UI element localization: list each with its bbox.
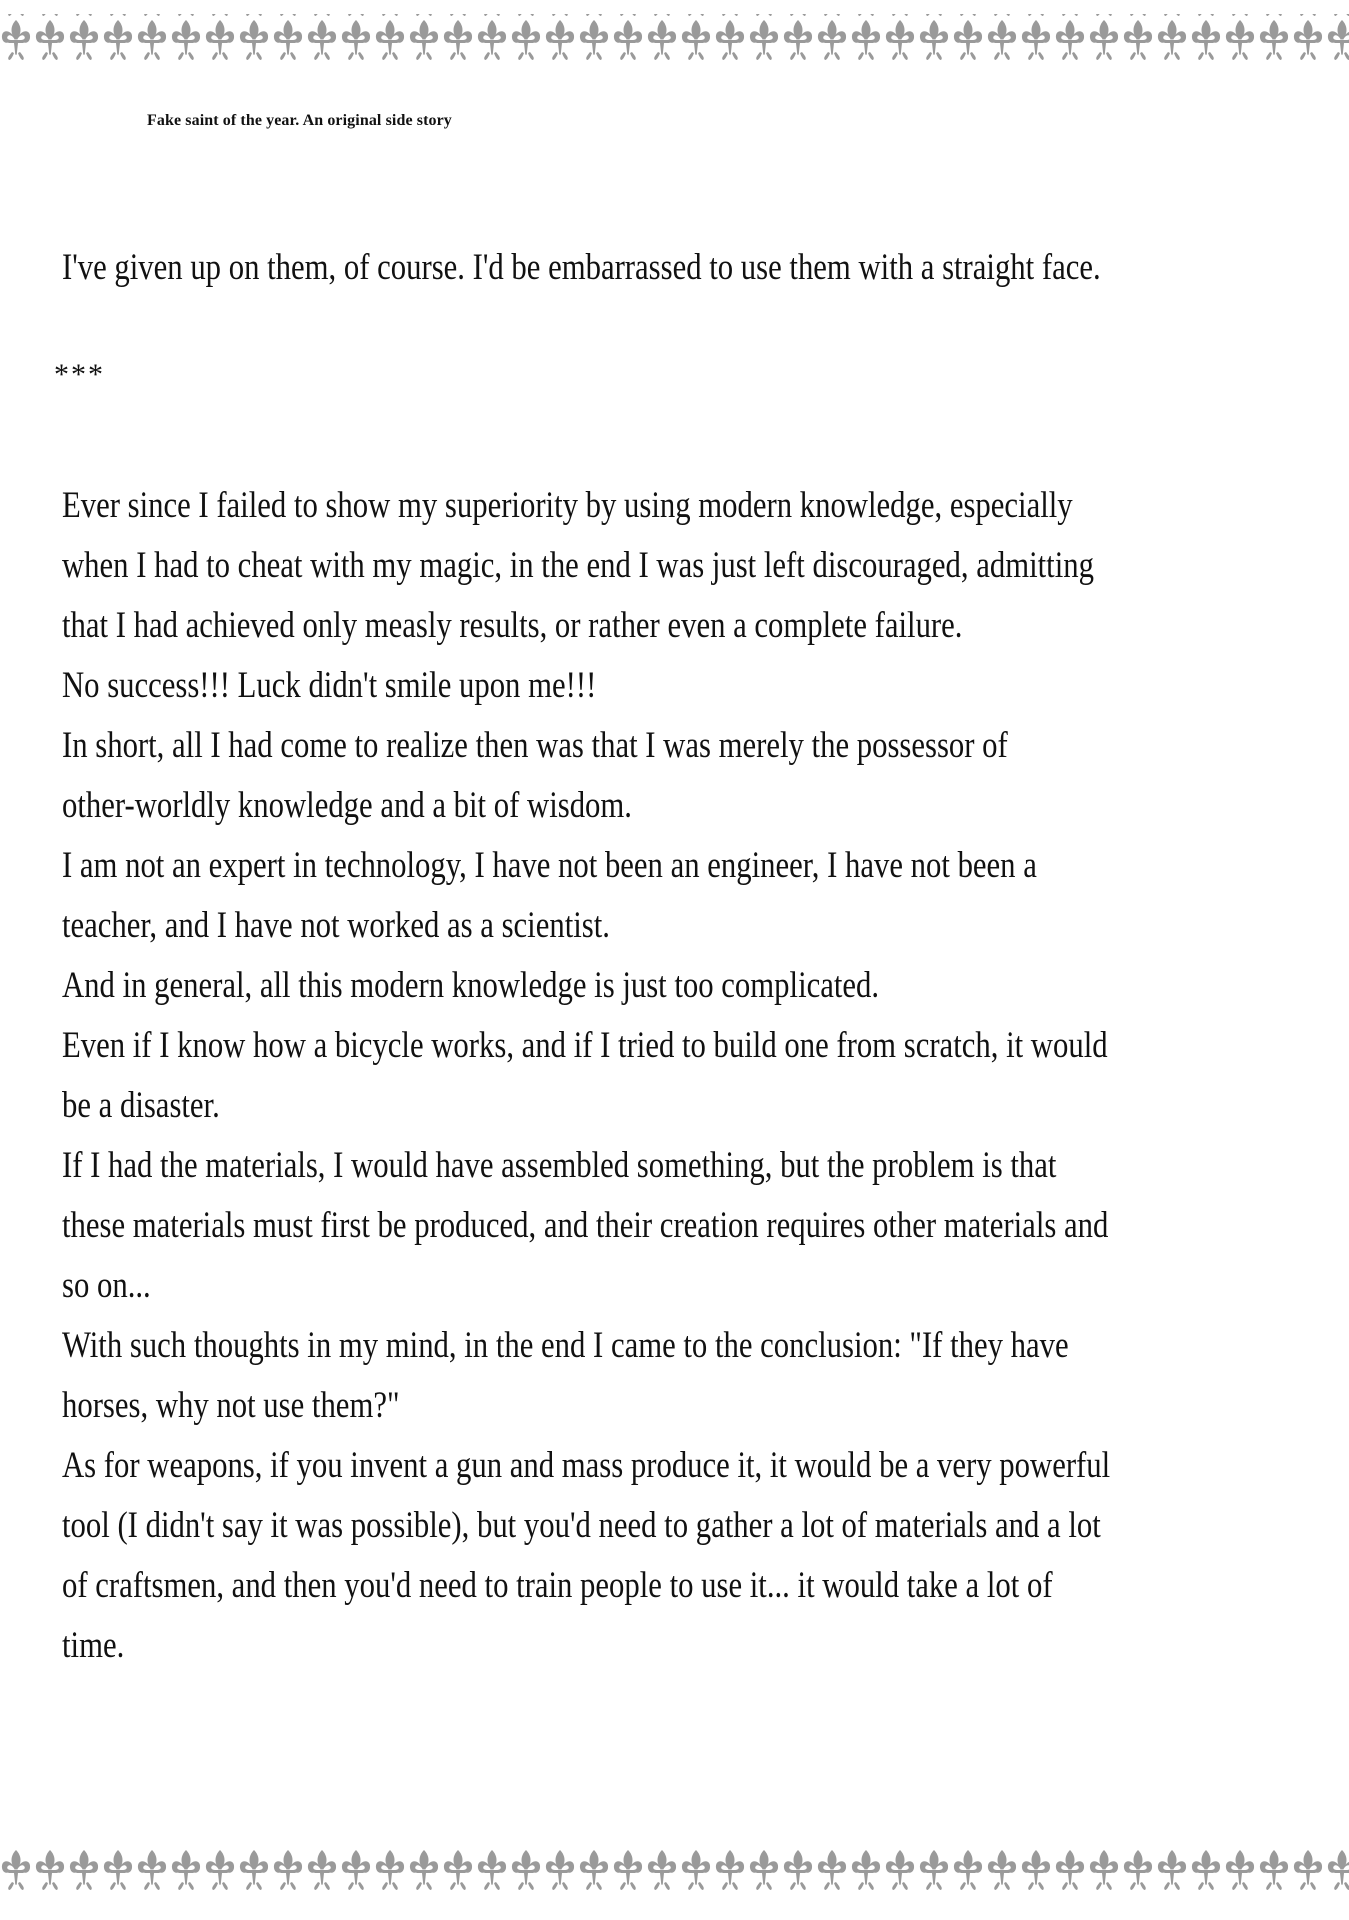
fleur-de-lis-icon (0, 14, 1349, 60)
text-line: these materials must first be produced, and their creation requires other materials and (62, 1205, 1109, 1246)
text-line: when I had to cheat with my magic, in the end I was just left discouraged, admitting (62, 545, 1094, 586)
text-line: horses, why not use them?" (62, 1385, 400, 1426)
top-ornamental-border (0, 14, 1349, 60)
bottom-ornamental-border (0, 1846, 1349, 1892)
scene-break: *** (54, 358, 105, 391)
text-line: In short, all I had come to realize then was that I was merely the possessor of (62, 725, 1008, 766)
text-line: And in general, all this modern knowledge is just too complicated. (62, 965, 880, 1006)
text-line: be a disaster. (62, 1085, 220, 1126)
text-line: If I had the materials, I would have assembled something, but the problem is that (62, 1145, 1057, 1186)
text-line: No success!!! Luck didn't smile upon me!!! (62, 665, 597, 706)
text-line: Ever since I failed to show my superiority by using modern knowledge, especially (62, 485, 1073, 526)
text-line: As for weapons, if you invent a gun and mass produce it, it would be a very powerful (62, 1445, 1111, 1486)
fleur-de-lis-icon (0, 1846, 1349, 1892)
opening-line: I've given up on them, of course. I'd be embarrassed to use them with a straight face. (62, 247, 1101, 288)
text-line: tool (I didn't say it was possible), but you'd need to gather a lot of materials and a lot (62, 1505, 1101, 1546)
text-line: of craftsmen, and then you'd need to train people to use it... it would take a lot of (62, 1565, 1053, 1606)
text-line: that I had achieved only measly results, or rather even a complete failure. (62, 605, 963, 646)
text-line: so on... (62, 1265, 151, 1306)
text-line: With such thoughts in my mind, in the end I came to the conclusion: "If they have (62, 1325, 1069, 1366)
text-line: teacher, and I have not worked as a scientist. (62, 905, 610, 946)
text-line: I am not an expert in technology, I have not been an engineer, I have not been a (62, 845, 1037, 886)
text-line: Even if I know how a bicycle works, and if I tried to build one from scratch, it would (62, 1025, 1108, 1066)
running-header: Fake saint of the year. An original side story (147, 112, 452, 129)
text-line: other-worldly knowledge and a bit of wisdom. (62, 785, 632, 826)
text-line: time. (62, 1625, 125, 1666)
